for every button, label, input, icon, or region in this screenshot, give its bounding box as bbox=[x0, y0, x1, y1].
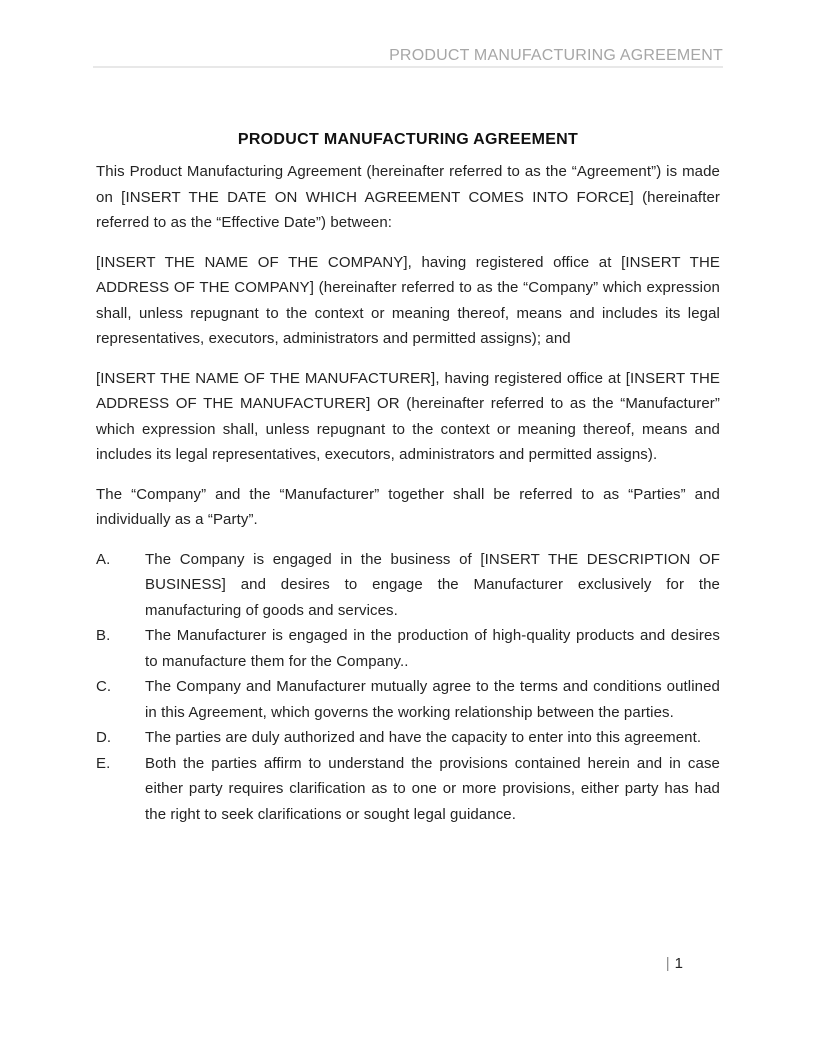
page-footer bbox=[666, 951, 683, 977]
paragraph-preamble: This Product Manufacturing Agreement (hereinafter referred to as the “Agreement”) is made on [INSERT THE DATE ON WHICH AGREEMENT COMES INTO FORCE] (hereinafter referred to as the “Effective Date”) between: bbox=[96, 163, 720, 231]
list-item-text: The Company is engaged in the business of [INSERT THE DESCRIPTION OF BUSINESS] and desires to engage the Manufacturer exclusively for the manufacturing of goods and services. bbox=[145, 550, 720, 619]
document-title: PRODUCT MANUFACTURING AGREEMENT bbox=[237, 131, 579, 148]
list-marker: A. bbox=[96, 550, 111, 568]
page-number: 1 bbox=[674, 955, 683, 972]
list-item bbox=[96, 623, 720, 674]
list-item-text: The parties are duly authorized and have the capacity to enter into this agreement. bbox=[145, 729, 702, 746]
list-item bbox=[96, 547, 720, 624]
list-marker: B. bbox=[96, 627, 111, 644]
running-header: PRODUCT MANUFACTURING AGREEMENT bbox=[93, 0, 723, 68]
list-item bbox=[96, 674, 720, 725]
list-marker: E. bbox=[96, 754, 111, 772]
list-item bbox=[96, 751, 720, 828]
paragraph-company: [INSERT THE NAME OF THE COMPANY], having registered office at [INSERT THE ADDRESS OF THE COMPANY] (hereinafter referred to as the “Company” which expression shall, unless repugnant to the context or meaning thereof, means and includes its legal representatives, executors, administrators and permitted assigns); and bbox=[96, 253, 720, 347]
list-marker: C. bbox=[96, 678, 112, 695]
paragraph-parties: The “Company” and the “Manufacturer” together shall be referred to as “Parties” and individually as a “Party”. bbox=[96, 485, 720, 528]
footer-separator: | bbox=[665, 955, 670, 972]
list-item-text: The Company and Manufacturer mutually agree to the terms and conditions outlined in this Agreement, which governs the working relationship between the parties. bbox=[145, 678, 720, 721]
list-item-text: The Manufacturer is engaged in the production of high-quality products and desires to manufacture them for the Company.. bbox=[145, 627, 720, 670]
document-body bbox=[96, 129, 720, 827]
recitals-list bbox=[96, 547, 720, 828]
list-item bbox=[96, 725, 720, 751]
list-item-text: Both the parties affirm to understand the provisions contained herein and in case either party requires clarification as to one or more provisions, either party has had the right to seek clarifications or sought legal guidance. bbox=[145, 754, 720, 823]
paragraph-manufacturer: [INSERT THE NAME OF THE MANUFACTURER], having registered office at [INSERT THE ADDRESS OF THE MANUFACTURER] OR (hereinafter referred to as the “Manufacturer” which expression shall, unless repugnant to the context or meaning thereof, means and includes its legal representatives, executors, administrators and permitted assigns). bbox=[96, 369, 720, 463]
list-marker: D. bbox=[96, 729, 112, 746]
